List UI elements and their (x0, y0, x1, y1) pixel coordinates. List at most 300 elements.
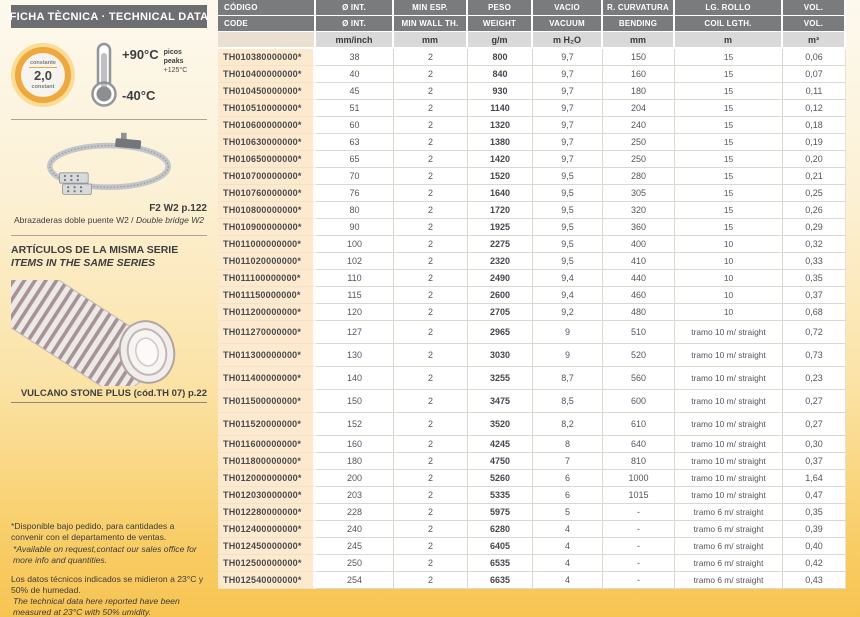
volume-cell: 0,40 (783, 538, 846, 555)
code-cell: TH010700000000* (218, 168, 316, 185)
vacuum-cell: 9,5 (533, 219, 603, 236)
coil-cell: 15 (675, 49, 783, 66)
code-cell: TH010650000000* (218, 151, 316, 168)
vacuum-cell: 9 (533, 321, 603, 344)
volume-cell: 0,25 (783, 185, 846, 202)
page-title: FICHA TÈCNICA · TECHNICAL DATA (11, 5, 207, 28)
vacuum-cell: 9,5 (533, 185, 603, 202)
wall-cell: 2 (394, 287, 468, 304)
column-header-es: CÓDIGO (218, 0, 316, 15)
wall-cell: 2 (394, 66, 468, 83)
vacuum-cell: 4 (533, 538, 603, 555)
separator (11, 119, 207, 120)
technical-data-table (218, 0, 846, 589)
table-row (218, 253, 846, 270)
weight-cell: 6405 (468, 538, 533, 555)
coil-cell: tramo 10 m/ straight (675, 453, 783, 470)
column-header-es: VACIO (533, 0, 603, 15)
bending-cell: 305 (603, 185, 675, 202)
bending-cell: 360 (603, 219, 675, 236)
diameter-cell: 140 (316, 367, 394, 390)
wall-cell: 2 (394, 572, 468, 589)
wall-cell: 2 (394, 470, 468, 487)
unit-cell (218, 32, 316, 47)
footnotes (11, 521, 207, 617)
bending-cell: - (603, 538, 675, 555)
weight-cell: 2705 (468, 304, 533, 321)
code-cell: TH010600000000* (218, 117, 316, 134)
weight-cell: 1380 (468, 134, 533, 151)
volume-cell: 0,27 (783, 390, 846, 413)
vacuum-cell: 9,2 (533, 304, 603, 321)
bending-cell: - (603, 555, 675, 572)
coil-cell: tramo 6 m/ straight (675, 521, 783, 538)
code-cell: TH010630000000* (218, 134, 316, 151)
unit-cell: mm/inch (316, 32, 394, 47)
coil-cell: tramo 10 m/ straight (675, 367, 783, 390)
bending-cell: 520 (603, 344, 675, 367)
vacuum-cell: 9,5 (533, 202, 603, 219)
diameter-cell: 45 (316, 83, 394, 100)
wall-cell: 2 (394, 487, 468, 504)
coil-cell: 15 (675, 66, 783, 83)
table-row (218, 185, 846, 202)
vacuum-cell: 9,7 (533, 117, 603, 134)
diameter-cell: 228 (316, 504, 394, 521)
separator (11, 235, 207, 236)
wall-cell: 2 (394, 83, 468, 100)
table-header-row-es (218, 0, 846, 15)
coil-cell: 15 (675, 168, 783, 185)
bending-cell: 600 (603, 390, 675, 413)
clamp-page-ref: F2 W2 p.122 (149, 203, 207, 214)
volume-cell: 0,30 (783, 436, 846, 453)
note-measured-en: The technical data here reported have been measured at 23°C with 50% umidity. (13, 596, 180, 617)
temp-peaks-note (164, 49, 188, 75)
volume-cell: 0,33 (783, 253, 846, 270)
volume-cell: 0,19 (783, 134, 846, 151)
code-cell: TH010900000000* (218, 219, 316, 236)
table-row (218, 100, 846, 117)
unit-cell: g/m (468, 32, 533, 47)
diameter-cell: 254 (316, 572, 394, 589)
volume-cell: 0,23 (783, 367, 846, 390)
table-row (218, 168, 846, 185)
table-row (218, 117, 846, 134)
code-cell: TH011020000000* (218, 253, 316, 270)
bending-cell: 400 (603, 236, 675, 253)
coil-cell: 15 (675, 202, 783, 219)
code-cell: TH010400000000* (218, 66, 316, 83)
volume-cell: 0,20 (783, 151, 846, 168)
wall-cell: 2 (394, 49, 468, 66)
properties-row (11, 41, 207, 109)
code-cell: TH011400000000* (218, 367, 316, 390)
weight-cell: 3255 (468, 367, 533, 390)
coil-cell: tramo 10 m/ straight (675, 344, 783, 367)
vacuum-cell: 9,5 (533, 253, 603, 270)
table-row (218, 453, 846, 470)
hose-image (11, 280, 207, 386)
wall-cell: 2 (394, 504, 468, 521)
table-row (218, 270, 846, 287)
table-row (218, 413, 846, 436)
table-row (218, 287, 846, 304)
code-cell: TH011800000000* (218, 453, 316, 470)
vacuum-cell: 9,7 (533, 134, 603, 151)
series-heading-en: ITEMS IN THE SAME SERIES (11, 257, 156, 270)
weight-cell: 6280 (468, 521, 533, 538)
coil-cell: tramo 6 m/ straight (675, 538, 783, 555)
coil-cell: tramo 6 m/ straight (675, 504, 783, 521)
volume-cell: 0,47 (783, 487, 846, 504)
coil-cell: tramo 10 m/ straight (675, 321, 783, 344)
clamp-caption-en: Double bridge W2 (135, 215, 204, 225)
diameter-cell: 127 (316, 321, 394, 344)
wall-cell: 2 (394, 367, 468, 390)
vacuum-cell: 9,7 (533, 83, 603, 100)
table-row (218, 538, 846, 555)
peaks-label-es: picos (163, 49, 182, 56)
weight-cell: 930 (468, 83, 533, 100)
thermometer-icon (89, 42, 119, 108)
wall-cell: 2 (394, 253, 468, 270)
volume-cell: 0,26 (783, 202, 846, 219)
weight-cell: 2490 (468, 270, 533, 287)
vacuum-cell: 8,2 (533, 413, 603, 436)
wall-cell: 2 (394, 538, 468, 555)
diameter-cell: 70 (316, 168, 394, 185)
table-row (218, 83, 846, 100)
unit-cell: mm (394, 32, 468, 47)
weight-cell: 3030 (468, 344, 533, 367)
wall-cell: 2 (394, 321, 468, 344)
weight-cell: 5975 (468, 504, 533, 521)
code-cell: TH012000000000* (218, 470, 316, 487)
table-row (218, 367, 846, 390)
coil-cell: tramo 10 m/ straight (675, 487, 783, 504)
weight-cell: 1140 (468, 100, 533, 117)
vacuum-cell: 8 (533, 436, 603, 453)
volume-cell: 0,37 (783, 453, 846, 470)
clamp-image (11, 128, 207, 200)
vacuum-cell: 6 (533, 487, 603, 504)
table-row (218, 151, 846, 168)
wall-cell: 2 (394, 100, 468, 117)
note-available-en: *Available on request,contact our sales office for more info and quantities. (13, 543, 197, 565)
vacuum-cell: 8,5 (533, 390, 603, 413)
volume-cell: 0,72 (783, 321, 846, 344)
coil-cell: 15 (675, 219, 783, 236)
bending-cell: 180 (603, 83, 675, 100)
diameter-cell: 38 (316, 49, 394, 66)
volume-cell: 0,42 (783, 555, 846, 572)
wall-cell: 2 (394, 134, 468, 151)
vacuum-cell: 9 (533, 344, 603, 367)
weight-cell: 1420 (468, 151, 533, 168)
coil-cell: 10 (675, 287, 783, 304)
vacuum-cell: 6 (533, 470, 603, 487)
unit-cell: m (675, 32, 783, 47)
bending-cell: - (603, 504, 675, 521)
weight-cell: 5335 (468, 487, 533, 504)
diameter-cell: 76 (316, 185, 394, 202)
table-row (218, 304, 846, 321)
code-cell: TH012540000000* (218, 572, 316, 589)
table-row (218, 504, 846, 521)
table-row (218, 521, 846, 538)
volume-cell: 0,73 (783, 344, 846, 367)
wall-cell: 2 (394, 390, 468, 413)
vacuum-cell: 9,4 (533, 270, 603, 287)
coil-cell: tramo 10 m/ straight (675, 390, 783, 413)
bending-cell: 480 (603, 304, 675, 321)
weight-cell: 4750 (468, 453, 533, 470)
wall-cell: 2 (394, 151, 468, 168)
vacuum-cell: 9,7 (533, 151, 603, 168)
column-header-en: COIL LGTH. (675, 16, 783, 31)
weight-cell: 1925 (468, 219, 533, 236)
bending-cell: - (603, 521, 675, 538)
diameter-cell: 102 (316, 253, 394, 270)
bending-cell: 250 (603, 151, 675, 168)
diameter-cell: 240 (316, 521, 394, 538)
volume-cell: 0,21 (783, 168, 846, 185)
diameter-cell: 152 (316, 413, 394, 436)
volume-cell: 0,39 (783, 521, 846, 538)
coil-cell: 10 (675, 236, 783, 253)
bending-cell: 460 (603, 287, 675, 304)
volume-cell: 0,11 (783, 83, 846, 100)
diameter-cell: 80 (316, 202, 394, 219)
volume-cell: 0,43 (783, 572, 846, 589)
diameter-cell: 63 (316, 134, 394, 151)
volume-cell: 0,07 (783, 66, 846, 83)
series-heading-es: ARTÍCULOS DE LA MISMA SERIE (11, 244, 179, 256)
weight-cell: 840 (468, 66, 533, 83)
badge-ring (15, 47, 71, 103)
wall-cell: 2 (394, 555, 468, 572)
weight-cell: 4245 (468, 436, 533, 453)
diameter-cell: 60 (316, 117, 394, 134)
diameter-cell: 203 (316, 487, 394, 504)
column-header-es: PESO (468, 0, 533, 15)
weight-cell: 5260 (468, 470, 533, 487)
temp-min: -40°C (122, 88, 156, 103)
volume-cell: 0,32 (783, 236, 846, 253)
wall-cell: 2 (394, 304, 468, 321)
diameter-cell: 65 (316, 151, 394, 168)
diameter-cell: 120 (316, 304, 394, 321)
peaks-label-en: peaks (163, 57, 184, 65)
volume-cell: 0,27 (783, 413, 846, 436)
bending-cell: 240 (603, 117, 675, 134)
volume-cell: 0,29 (783, 219, 846, 236)
code-cell: TH012500000000* (218, 555, 316, 572)
wall-cell: 2 (394, 270, 468, 287)
table-row (218, 202, 846, 219)
bending-cell: 204 (603, 100, 675, 117)
bending-cell: - (603, 572, 675, 589)
code-cell: TH011300000000* (218, 344, 316, 367)
coil-cell: 10 (675, 270, 783, 287)
weight-cell: 6635 (468, 572, 533, 589)
volume-cell: 0,35 (783, 270, 846, 287)
column-header-en: MIN WALL TH. (394, 16, 468, 31)
sidebar (0, 0, 218, 617)
column-header-en: Ø INT. (316, 16, 394, 31)
vacuum-cell: 7 (533, 453, 603, 470)
coil-cell: tramo 10 m/ straight (675, 413, 783, 436)
column-header-es: R. CURVATURA (603, 0, 675, 15)
vacuum-cell: 9,7 (533, 66, 603, 83)
weight-cell: 2600 (468, 287, 533, 304)
diameter-cell: 110 (316, 270, 394, 287)
column-header-es: Ø INT. (316, 0, 394, 15)
coil-cell: tramo 10 m/ straight (675, 436, 783, 453)
column-header-es: LG. ROLLO (675, 0, 783, 15)
table-header-row-en (218, 16, 846, 31)
column-header-en: VOL. (783, 16, 846, 31)
code-cell: TH011000000000* (218, 236, 316, 253)
note-available-es: *Disponible bajo pedido, para cantidades a convenir con el departamento de ventas. (11, 521, 175, 543)
weight-cell: 1520 (468, 168, 533, 185)
table-row (218, 66, 846, 83)
diameter-cell: 245 (316, 538, 394, 555)
badge-label-es: constante (30, 59, 56, 66)
code-cell: TH011520000000* (218, 413, 316, 436)
weight-cell: 3520 (468, 413, 533, 436)
bending-cell: 510 (603, 321, 675, 344)
vacuum-cell: 9,5 (533, 236, 603, 253)
wall-cell: 2 (394, 219, 468, 236)
code-cell: TH010510000000* (218, 100, 316, 117)
volume-cell: 0,06 (783, 49, 846, 66)
bending-cell: 280 (603, 168, 675, 185)
wall-cell: 2 (394, 521, 468, 538)
code-cell: TH011150000000* (218, 287, 316, 304)
weight-cell: 2965 (468, 321, 533, 344)
code-cell: TH011500000000* (218, 390, 316, 413)
column-header-es: VOL. (783, 0, 846, 15)
diameter-cell: 51 (316, 100, 394, 117)
wall-cell: 2 (394, 168, 468, 185)
note-measured-es: Los datos técnicos indicados se midieron a 23°C y 50% de humedad. (11, 573, 204, 596)
weight-cell: 6535 (468, 555, 533, 572)
coil-cell: 15 (675, 185, 783, 202)
volume-cell: 0,37 (783, 287, 846, 304)
diameter-cell: 40 (316, 66, 394, 83)
temperature-range (122, 47, 159, 103)
weight-cell: 1320 (468, 117, 533, 134)
badge-value: 2,0 (33, 68, 53, 84)
weight-cell: 1640 (468, 185, 533, 202)
weight-cell: 3475 (468, 390, 533, 413)
table-row (218, 572, 846, 589)
diameter-cell: 100 (316, 236, 394, 253)
table-row (218, 134, 846, 151)
bending-cell: 1015 (603, 487, 675, 504)
volume-cell: 0,12 (783, 100, 846, 117)
related-product-ref: VULCANO STONE PLUS (cód.TH 07) p.22 (11, 388, 207, 403)
weight-cell: 1720 (468, 202, 533, 219)
table-row (218, 487, 846, 504)
table-row (218, 436, 846, 453)
vacuum-cell: 8,7 (533, 367, 603, 390)
table-row (218, 219, 846, 236)
bending-cell: 150 (603, 49, 675, 66)
weight-cell: 800 (468, 49, 533, 66)
table-row (218, 321, 846, 344)
table-row (218, 236, 846, 253)
unit-cell: m³ (783, 32, 846, 47)
table-row (218, 344, 846, 367)
wall-cell: 2 (394, 185, 468, 202)
code-cell: TH010760000000* (218, 185, 316, 202)
volume-cell: 0,18 (783, 117, 846, 134)
column-header-en: VACUUM (533, 16, 603, 31)
coil-cell: 10 (675, 253, 783, 270)
wall-cell: 2 (394, 413, 468, 436)
peaks-value: +125°C (163, 66, 188, 74)
vacuum-cell: 9,4 (533, 287, 603, 304)
bending-cell: 810 (603, 453, 675, 470)
column-header-en: BENDING (603, 16, 675, 31)
vacuum-cell: 9,7 (533, 49, 603, 66)
diameter-cell: 180 (316, 453, 394, 470)
column-header-en: CODE (218, 16, 316, 31)
constant-pressure-badge (11, 43, 75, 107)
coil-cell: 15 (675, 134, 783, 151)
bending-cell: 320 (603, 202, 675, 219)
coil-cell: 15 (675, 100, 783, 117)
vacuum-cell: 4 (533, 572, 603, 589)
vacuum-cell: 9,7 (533, 100, 603, 117)
bending-cell: 640 (603, 436, 675, 453)
wall-cell: 2 (394, 202, 468, 219)
diameter-cell: 160 (316, 436, 394, 453)
bending-cell: 610 (603, 413, 675, 436)
bending-cell: 440 (603, 270, 675, 287)
coil-cell: tramo 6 m/ straight (675, 572, 783, 589)
code-cell: TH010800000000* (218, 202, 316, 219)
vacuum-cell: 9,5 (533, 168, 603, 185)
volume-cell: 0,68 (783, 304, 846, 321)
bending-cell: 410 (603, 253, 675, 270)
diameter-cell: 90 (316, 219, 394, 236)
diameter-cell: 150 (316, 390, 394, 413)
weight-cell: 2320 (468, 253, 533, 270)
coil-cell: 15 (675, 117, 783, 134)
code-cell: TH010380000000* (218, 49, 316, 66)
wall-cell: 2 (394, 436, 468, 453)
diameter-cell: 115 (316, 287, 394, 304)
code-cell: TH011270000000* (218, 321, 316, 344)
bending-cell: 160 (603, 66, 675, 83)
code-cell: TH012030000000* (218, 487, 316, 504)
diameter-cell: 250 (316, 555, 394, 572)
code-cell: TH011100000000* (218, 270, 316, 287)
column-header-en: WEIGHT (468, 16, 533, 31)
bending-cell: 250 (603, 134, 675, 151)
code-cell: TH011200000000* (218, 304, 316, 321)
table-row (218, 390, 846, 413)
weight-cell: 2275 (468, 236, 533, 253)
coil-cell: 15 (675, 83, 783, 100)
code-cell: TH012400000000* (218, 521, 316, 538)
table-row (218, 555, 846, 572)
code-cell: TH011600000000* (218, 436, 316, 453)
